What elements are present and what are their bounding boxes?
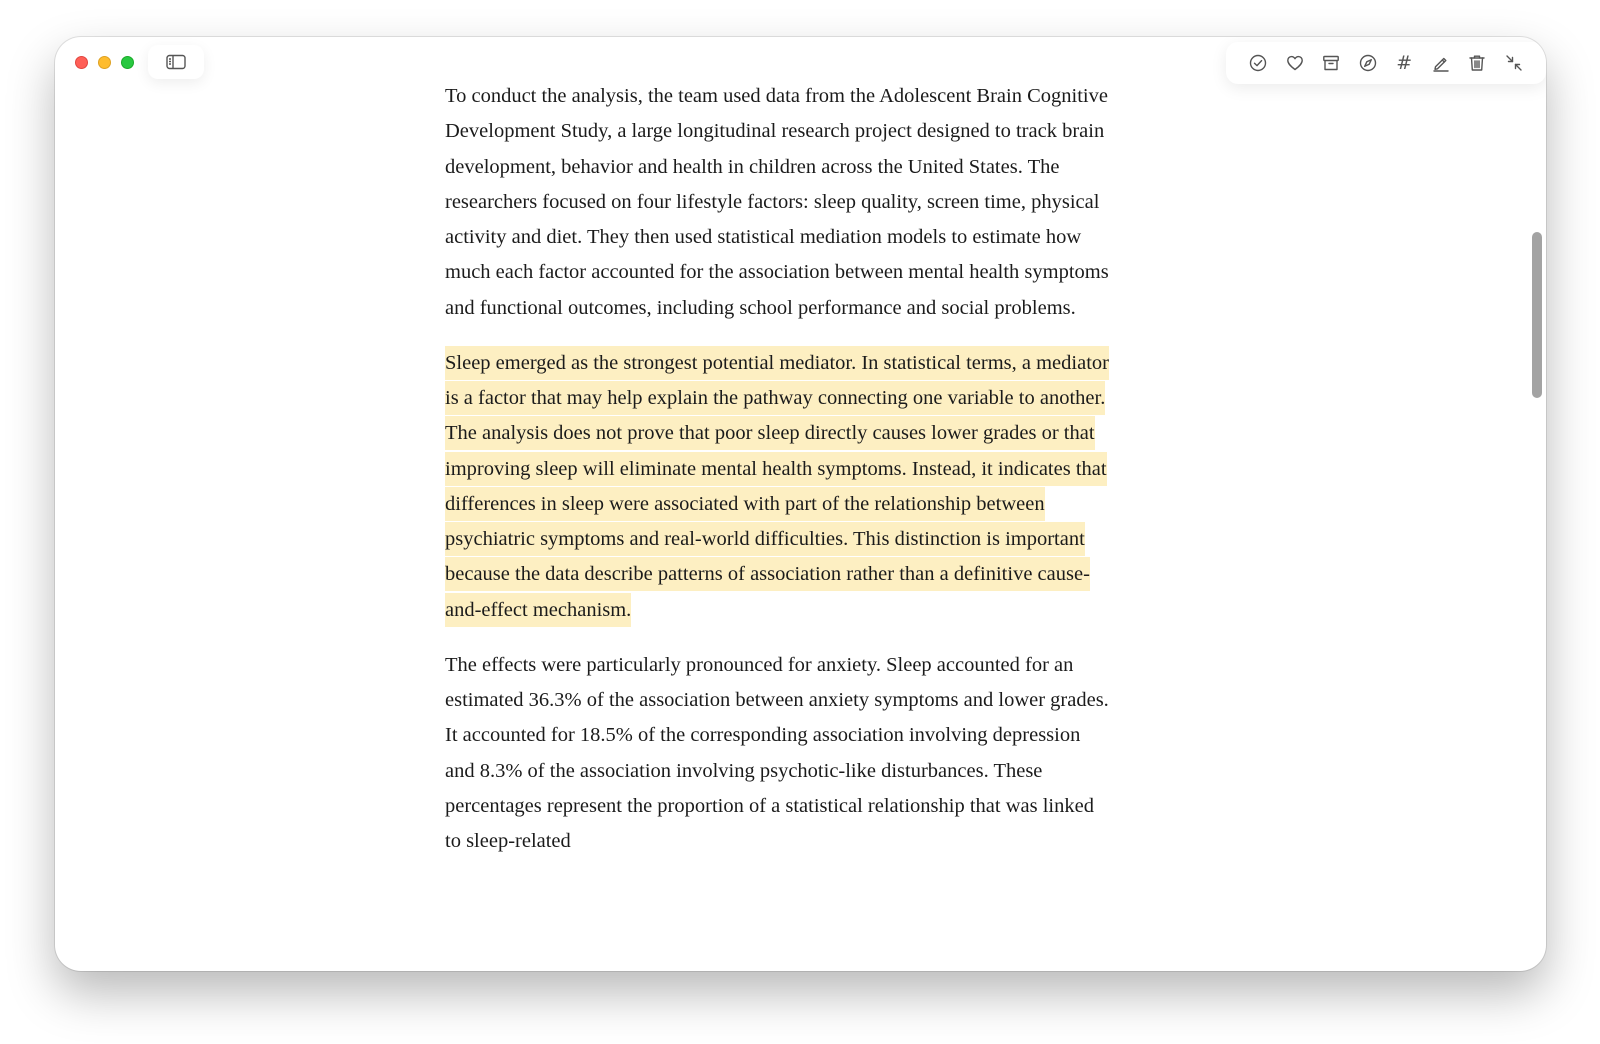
app-window xyxy=(55,37,1546,971)
window-zoom-button[interactable] xyxy=(121,56,134,69)
edit-icon xyxy=(1432,54,1450,72)
window-minimize-button[interactable] xyxy=(98,56,111,69)
edit-button[interactable] xyxy=(1423,48,1460,78)
heart-icon xyxy=(1286,54,1304,72)
mark-read-button[interactable] xyxy=(1240,48,1277,78)
delete-button[interactable] xyxy=(1459,48,1496,78)
highlight-span[interactable]: Sleep emerged as the strongest potential mediator. In statistical terms, a mediator is a factor that may help explain the pathway connecting one variable to another. The analysis does not prove that poor sleep directly causes lower grades or that improving sleep will eliminate mental health symptoms. Instead, it indicates that differences in sleep were associated with part of the relationship between psychiatric symptoms and real-world difficulties. This distinction is important because the data describe patterns of association rather than a definitive cause-and-effect mechanism. xyxy=(445,346,1109,627)
scrollbar-thumb[interactable] xyxy=(1532,232,1542,398)
archive-button[interactable] xyxy=(1313,48,1350,78)
sidebar-toggle-button[interactable] xyxy=(148,45,204,79)
sidebar-icon xyxy=(166,54,186,70)
open-in-browser-button[interactable] xyxy=(1350,48,1387,78)
hashtag-icon: # xyxy=(1396,51,1413,74)
reader-content[interactable] xyxy=(55,37,1546,971)
article-paragraph-2-highlighted[interactable] xyxy=(445,346,1109,628)
article-paragraph-1: To conduct the analysis, the team used data from the Adolescent Brain Cognitive Development Study, a large longitudinal research project designed to track brain development, behavior and health in children across the United States. The researchers focused on four lifestyle factors: sleep quality, screen time, physical activity and diet. They then used statistical mediation models to estimate how much each factor accounted for the association between mental health symptoms and functional outcomes, including school performance and social problems. xyxy=(445,85,1109,319)
tags-button[interactable] xyxy=(1386,48,1423,78)
trash-icon xyxy=(1468,54,1486,72)
article-toolbar xyxy=(1226,42,1546,84)
exit-fullscreen-button[interactable] xyxy=(1496,48,1533,78)
article-paragraph-3: The effects were particularly pronounced for anxiety. Sleep accounted for an estimated 36.3% of the association between anxiety symptoms and lower grades. It accounted for 18.5% of the corresponding association involving depression and 8.3% of the association involving psychotic-like disturbances. These percentages represent the proportion of a statistical relationship that was linked to sleep-related xyxy=(445,653,1109,852)
article-body xyxy=(445,79,1109,879)
collapse-icon xyxy=(1505,54,1523,72)
window-close-button[interactable] xyxy=(75,56,88,69)
check-circle-icon xyxy=(1249,54,1267,72)
archive-icon xyxy=(1322,54,1340,72)
favorite-button[interactable] xyxy=(1277,48,1314,78)
compass-icon xyxy=(1359,54,1377,72)
